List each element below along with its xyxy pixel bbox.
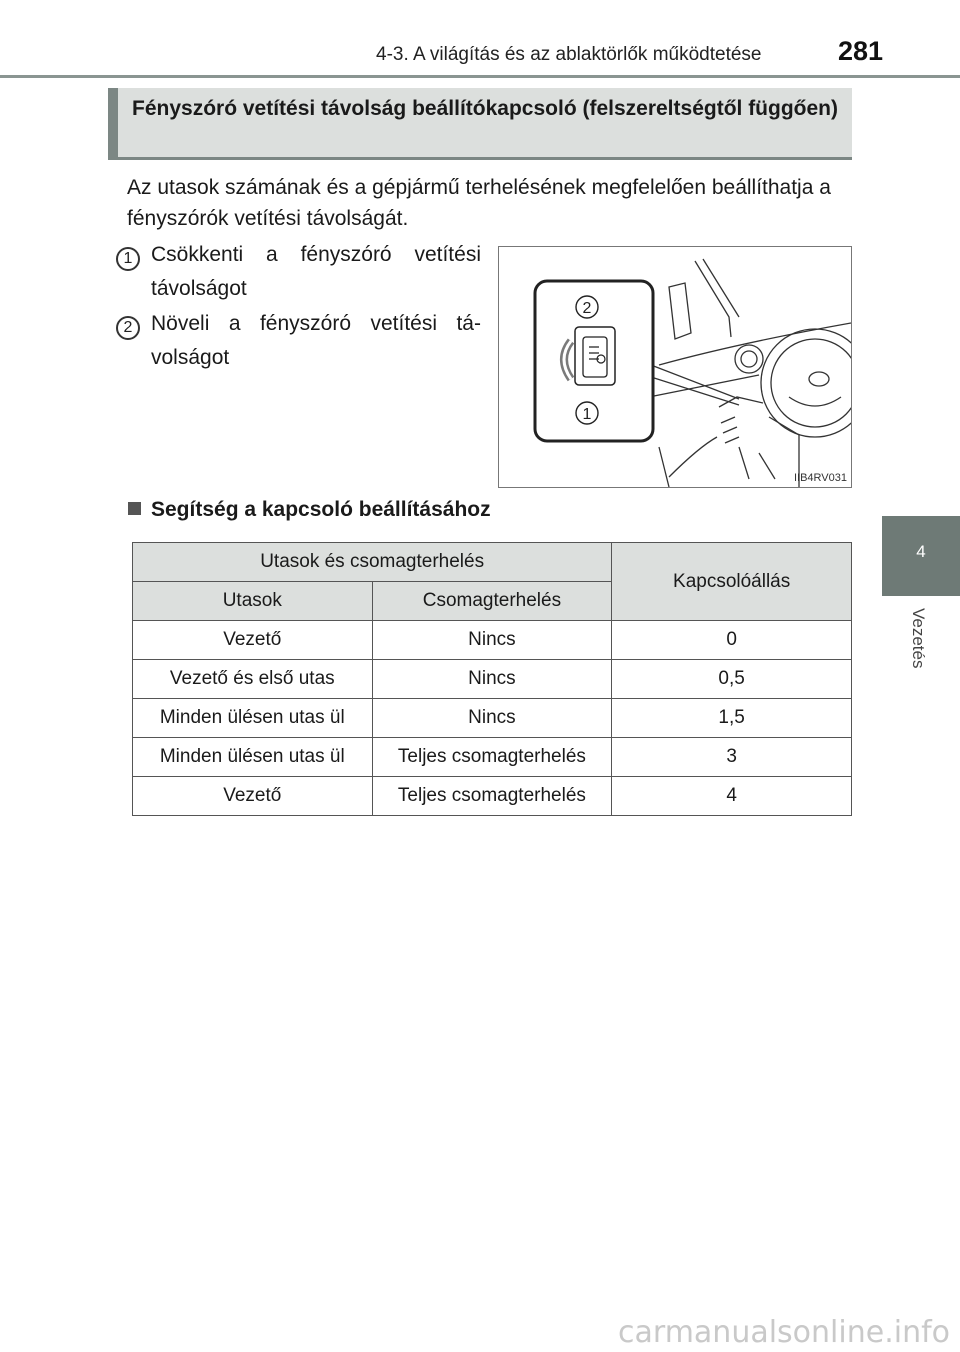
watermark: carmanualsonline.info xyxy=(618,1315,950,1350)
intro-paragraph: Az utasok számának és a gépjármű terhelésének megfelelően beállíthatja a fényszórók vetítési távolságát. xyxy=(127,176,831,230)
step-number-1: 1 xyxy=(116,247,140,271)
table-cell: Nincs xyxy=(372,699,612,738)
table-row xyxy=(133,777,852,816)
table-row xyxy=(133,699,852,738)
table-cell: 3 xyxy=(612,738,852,777)
dashboard-drawing xyxy=(499,247,851,487)
callout-2: 2 xyxy=(582,300,592,317)
table-cell: 4 xyxy=(612,777,852,816)
chapter-tab-label: Vezetés xyxy=(909,608,928,669)
table-cell: Vezető xyxy=(133,621,373,660)
table-cell: 0,5 xyxy=(612,660,852,699)
table-cell: Vezető és első utas xyxy=(133,660,373,699)
chapter-tab xyxy=(882,516,960,596)
illustration-code: IIB4RV031 xyxy=(793,472,847,484)
table-cell: 1,5 xyxy=(612,699,852,738)
chapter-tab-number: 4 xyxy=(916,542,926,561)
callout-1: 1 xyxy=(582,406,592,423)
table-cell: Minden ülésen utas ül xyxy=(133,738,373,777)
load-table xyxy=(132,542,852,816)
table-cell: Vezető xyxy=(133,777,373,816)
table-cell: Teljes csomagterhelés xyxy=(372,738,612,777)
subsection-title: Segítség a kapcsoló beállításához xyxy=(151,498,491,521)
table-cell: Minden ülésen utas ül xyxy=(133,699,373,738)
table-header-cargo: Csomagterhelés xyxy=(372,582,612,621)
section-title: Fényszóró vetítési távolság beállítókapcsoló (felszereltségtől függően) xyxy=(132,97,838,120)
table-cell: Teljes csomagterhelés xyxy=(372,777,612,816)
section-heading-box xyxy=(108,88,852,160)
table-header-position: Kapcsolóállás xyxy=(612,543,852,621)
table-cell: 0 xyxy=(612,621,852,660)
subsection-heading xyxy=(128,498,491,522)
table-header-load: Utasok és csomagterhelés xyxy=(133,543,612,582)
chapter-title: 4-3. A világítás és az ablaktörlők működtetése xyxy=(376,44,762,65)
header-rule xyxy=(0,75,960,78)
table-cell: Nincs xyxy=(372,621,612,660)
step-text-2: Növeli a fényszóró vetítési távolságot xyxy=(151,312,481,369)
table-header-passengers: Utasok xyxy=(133,582,373,621)
table-header-row xyxy=(133,543,852,582)
table-row xyxy=(133,621,852,660)
step-text-1: Csökkenti a fényszóró vetítési távolságot xyxy=(151,243,481,300)
step-number-2: 2 xyxy=(116,316,140,340)
table-row xyxy=(133,660,852,699)
table-cell: Nincs xyxy=(372,660,612,699)
page-number: 281 xyxy=(838,36,884,66)
table-row xyxy=(133,738,852,777)
bullet-square-icon xyxy=(128,502,141,515)
dashboard-illustration xyxy=(498,246,852,488)
